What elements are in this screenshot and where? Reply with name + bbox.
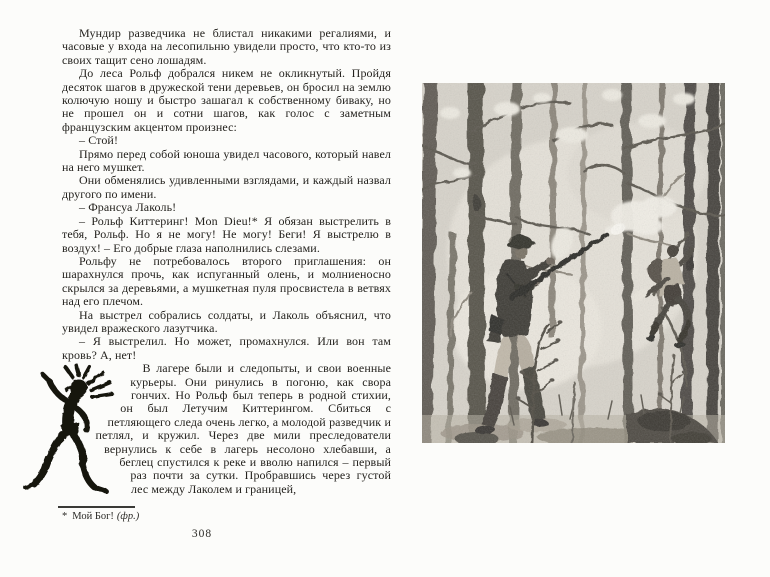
paragraph: – Рольф Киттеринг! Mon Dieu!* Я обязан выстрелить в тебя, Рольф. Но я не могу! Не могу! Беги! Я выстрелю в воздух! – Его добрые глаза наполнились слезами. — [62, 213, 391, 255]
paragraph: Рольфу не потребовалось второго приглашения: он шарахнулся прочь, как испуганный олень, и молниеносно скрылся за деревьями, а мушкетная пуля просвистела в ветвях над его плечом. — [62, 253, 391, 309]
paragraph-group-top — [62, 27, 391, 362]
paragraph: Мундир разведчика не блистал никакими регалиями, и часовые у входа на лесопильню увидели просто, что кто-то из своих тащит сено лошадям. — [62, 26, 391, 67]
page-number: 308 — [191, 528, 213, 540]
paragraph: Они обменялись удивленными взглядами, и каждый назвал другого по имени. — [62, 173, 391, 201]
forest-shooting-illustration — [422, 83, 725, 443]
forest-shooting-scene-icon — [422, 83, 725, 443]
text-column — [62, 27, 391, 496]
footnote-language-note: (фр.) — [116, 511, 140, 522]
paragraph: Прямо перед собой юноша увидел часового, который навел на него мушкет. — [62, 146, 391, 175]
paragraph: На выстрел собрались солдаты, и Лаколь объяснил, что увидел вражеского лазутчика. — [62, 307, 391, 335]
paragraph: – Франсуа Лаколь! — [79, 200, 177, 215]
paragraph: – Я выстрелил. Но может, промахнулся. Или вон там кровь? А, нет! — [62, 334, 391, 362]
paragraph: В лагере были и следопыты, и свои военные курьеры. Они ринулись в погоню, как свора гончих. Но Рольф был теперь в родной стихии, он был Летучим Киттерингом. Сбиться с петляющего следа очень легко, а молодой разведчик и петлял, и кружил. Через две мили преследователи вернулись к себе в лагерь несолоно хлебавши, а беглец спустился к реке и вволю напился – первый раз почти за сутки. Пробравшись через густой лес между Лаколем и границей, — [95, 361, 391, 496]
footnote-divider — [58, 506, 135, 508]
paragraph: – Стой! — [79, 133, 119, 148]
footnote-marker: * — [62, 511, 68, 522]
footnote — [62, 511, 139, 522]
footnote-text: Мой Бог! — [72, 511, 114, 522]
paragraph: До леса Рольф добрался никем не окликнутый. Пройдя десяток шагов в дружеской тени деревьев, он бросил на землю колючую ношу и быстро зашагал к собственному биваку, но не прошел он и сотни шагов, как голос с заметным французским акцентом произнес: — [62, 66, 391, 134]
